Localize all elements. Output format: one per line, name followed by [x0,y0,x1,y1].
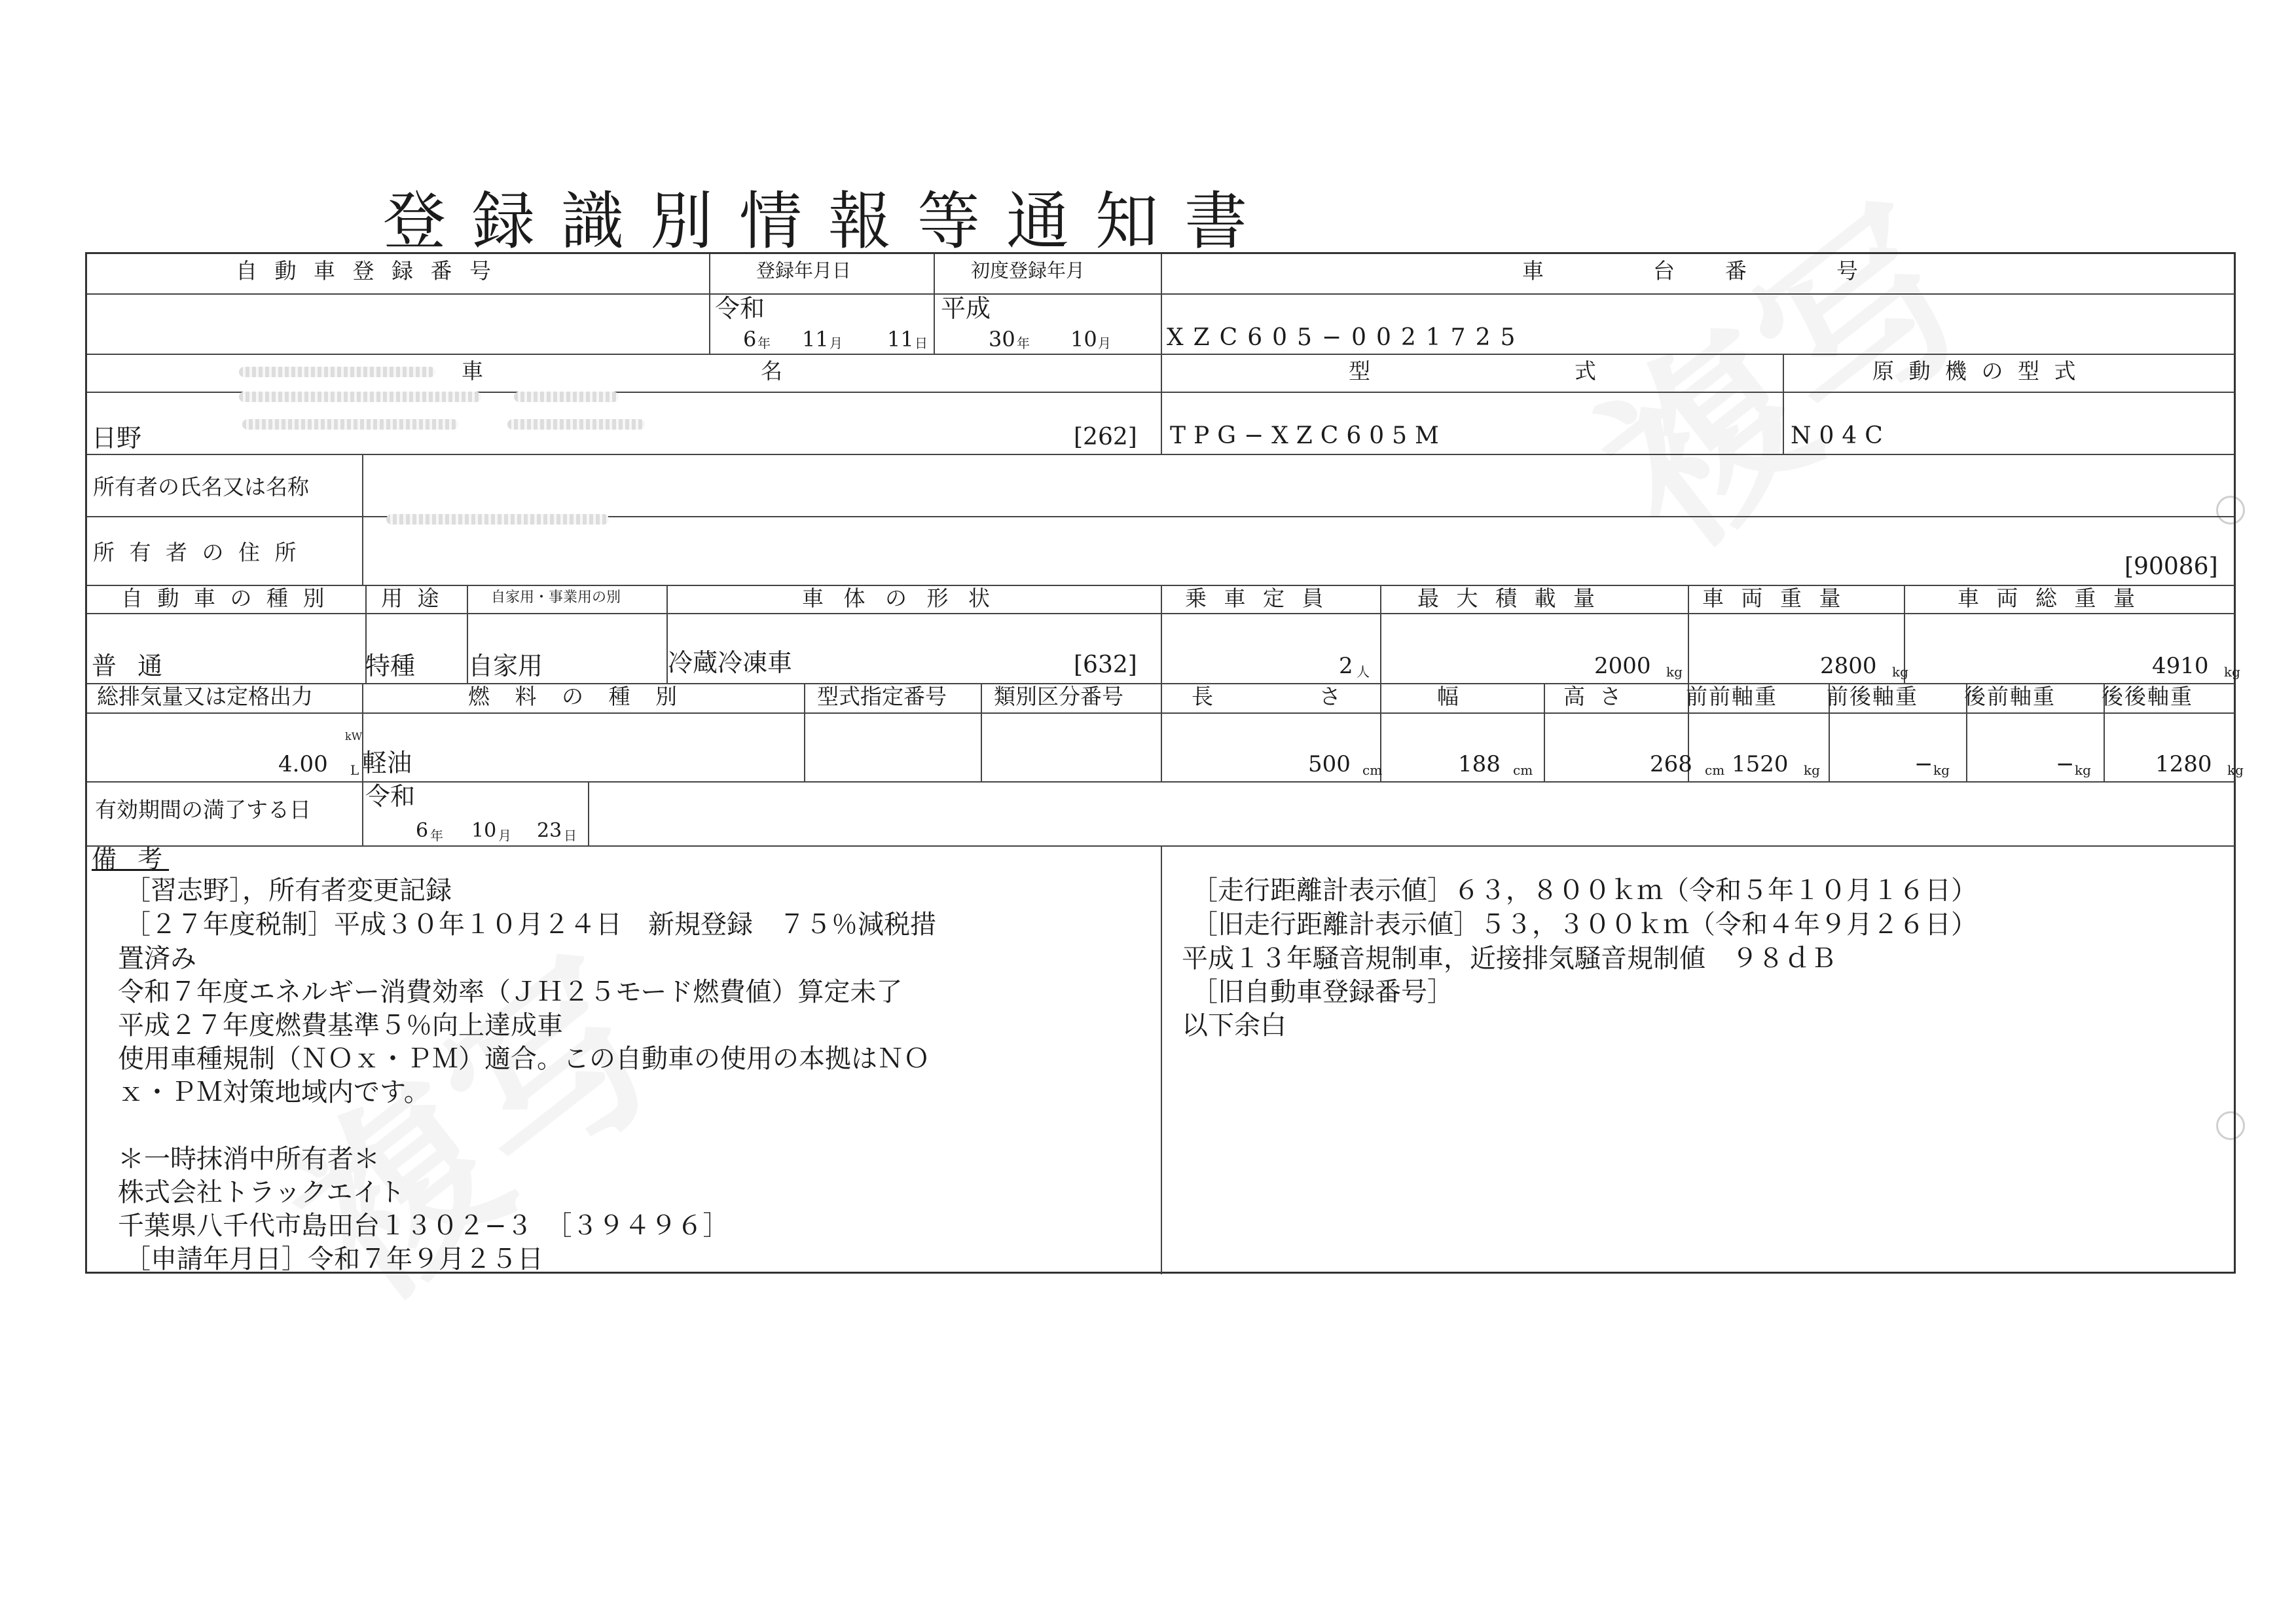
length: 500 [1308,751,1351,777]
header-fr-axle: 前後軸重 [1827,684,1918,709]
remark-line: ＊一時抹消中所有者＊ [118,1144,380,1174]
unit-month: 月 [829,335,843,351]
header-chassis-number: 車 [1522,258,1544,284]
unit-person: 人 [1357,664,1370,680]
header-chassis-number: 番 [1725,258,1747,284]
remark-line: ［旧走行距離計表示値］５３，３００ｋｍ（令和４年９月２６日） [1192,910,1977,940]
unit-year: 年 [757,335,771,351]
gross-weight: 4910 [2152,653,2209,679]
rr-axle-weight: 1280 [2155,751,2212,777]
col-divider [804,683,805,781]
unit-cm: cm [1705,762,1725,778]
header-rf-axle: 後前軸重 [1964,684,2056,709]
remark-line: 千葉県八千代市島田台１３０２−３ ［３９４９６］ [118,1211,729,1241]
col-divider [362,781,363,845]
unit-kg: kg [1666,664,1683,680]
max-load: 2000 [1594,653,1651,679]
header-max-load: 最 大 積 載 量 [1417,585,1600,611]
header-ff-axle: 前前軸重 [1686,684,1777,709]
header-registration-number: 自 動 車 登 録 番 号 [236,258,496,284]
remark-line: 使用車種規制（ＮＯｘ・ＰＭ）適合。この自動車の使用の本拠はＮＯ [118,1044,930,1074]
col-divider [1544,683,1545,781]
rf-axle-weight: − [2056,751,2075,777]
unit-kg: kg [2075,762,2091,778]
header-owner-address: 所 有 者 の 住 所 [93,540,301,565]
address-code: [90086] [2124,553,2218,580]
remarks-heading: 備 考 [92,845,170,874]
header-vehicle-weight: 車 両 重 量 [1702,585,1846,611]
col-divider [1161,585,1162,781]
col-divider [1161,845,1162,1274]
fr-axle-weight: − [1914,751,1933,777]
header-type-designation: 型式指定番号 [817,684,947,709]
header-first-registration: 初度登録年月 [971,259,1085,282]
col-divider [588,781,589,845]
header-usage: 用 途 [381,585,443,611]
header-rr-axle: 後後軸重 [2102,684,2193,709]
remark-line: 平成１３年騒音規制車，近接排気騒音規制値 ９８ｄＢ [1182,944,1836,974]
registration-era: 令和 [715,294,765,323]
unit-year: 年 [430,828,443,843]
col-divider [1161,254,1162,454]
expiry-year: 6 [416,819,429,842]
header-engine-model: 原 動 機 の 型 式 [1872,358,2080,384]
header-length: さ [1319,684,1341,709]
col-divider [981,683,982,781]
remark-line: ［走行距離計表示値］６３，８００ｋｍ（令和５年１０月１６日） [1192,876,1977,906]
header-category-number: 類別区分番号 [994,684,1123,709]
width: 188 [1458,751,1501,777]
header-fuel-type: 燃 料 の 種 別 [468,684,686,709]
document-title: 登録識別情報等通知書 [383,185,1273,258]
usage: 特種 [365,652,416,680]
first-registration-month: 10 [1070,327,1097,352]
col-divider [362,454,363,585]
remark-line: ｘ・ＰＭ対策地域内です。 [118,1077,430,1107]
row-divider [87,454,2234,455]
remark-line: ［旧自動車登録番号］ [1192,977,1453,1007]
redacted-text [239,367,435,377]
fuel-type: 軽油 [362,748,412,777]
displacement: 4.00 [278,751,328,777]
col-divider [934,254,935,354]
redacted-text [386,514,609,525]
header-expiry: 有効期間の満了する日 [95,797,311,822]
unit-month: 月 [498,828,511,843]
header-length: 長 [1192,684,1213,709]
vehicle-maker: 日野 [92,424,142,452]
header-gross-weight: 車 両 総 重 量 [1958,585,2140,611]
unit-liter: L [350,762,359,778]
vehicle-model: TPG−XZC605M [1170,422,1447,449]
unit-cm: cm [1513,762,1533,778]
col-divider [1783,354,1784,454]
registration-year: 6 [743,327,757,352]
body-shape: 冷蔵冷凍車 [668,648,793,677]
header-vehicle-name: 車 [462,358,483,384]
remark-line: ［習志野］，所有者変更記録 [124,876,452,906]
remark-line: 以下余白 [1182,1010,1286,1041]
redacted-text [507,419,645,430]
header-registration-date: 登録年月日 [756,259,852,282]
expiry-era: 令和 [365,782,416,811]
unit-year: 年 [1017,335,1030,351]
header-vehicle-name: 名 [761,358,782,384]
header-owner-name: 所有者の氏名又は名称 [93,474,309,500]
header-displacement: 総排気量又は定格出力 [97,684,313,709]
header-chassis-number: 台 [1653,258,1675,284]
header-private-business: 自家用・事業用の別 [491,589,621,606]
vehicle-type: 普 通 [92,652,170,680]
header-body-shape: 車 体 の 形 状 [802,585,996,611]
capacity: 2 [1339,653,1353,679]
body-code: [632] [1074,652,1137,678]
first-registration-year: 30 [989,327,1015,352]
header-chassis-number: 号 [1836,258,1858,284]
redacted-text [514,392,619,402]
remark-line: 平成２７年度燃費基準５％向上達成車 [118,1010,563,1041]
remark-line: 置済み [118,944,196,974]
unit-kg: kg [2224,664,2240,680]
unit-kg: kg [1933,762,1950,778]
unit-kg: kg [1804,762,1820,778]
header-model: 型 [1349,358,1370,384]
remark-line: ［申請年月日］令和７年９月２５日 [124,1244,543,1274]
remark-line: 株式会社トラックエイト [118,1177,405,1208]
unit-kg: kg [2227,762,2244,778]
unit-month: 月 [1098,335,1111,351]
registration-day: 11 [887,327,914,352]
header-capacity: 乗 車 定 員 [1185,585,1329,611]
col-divider [709,254,710,354]
header-model: 式 [1575,358,1596,384]
unit-day: 日 [564,828,577,843]
first-registration-era: 平成 [941,294,991,323]
header-width: 幅 [1437,684,1459,709]
remark-line: 令和７年度エネルギー消費効率（ＪＨ２５モード燃費値）算定未了 [118,977,903,1007]
vehicle-weight: 2800 [1820,653,1877,679]
header-height: 高 さ [1563,684,1626,709]
engine-model: N04C [1791,422,1891,449]
header-vehicle-type: 自 動 車 の 種 別 [121,585,329,611]
registration-month: 11 [802,327,829,352]
ff-axle-weight: 1520 [1732,751,1789,777]
unit-kw: kW [345,730,363,743]
unit-day: 日 [915,335,928,351]
expiry-month: 10 [471,819,497,842]
vehicle-name-code: [262] [1074,424,1137,451]
remark-line: ［２７年度税制］平成３０年１０月２４日 新規登録 ７５％減税措 [124,910,936,940]
expiry-day: 23 [537,819,562,842]
redacted-text [239,392,481,402]
col-divider [1380,585,1381,781]
unit-cm: cm [1362,762,1383,778]
redacted-text [242,419,458,430]
height: 268 [1650,751,1692,777]
private-business: 自家用 [468,652,543,680]
chassis-number: XZC605−0021725 [1167,324,1525,351]
unit-kg: kg [1892,664,1908,680]
